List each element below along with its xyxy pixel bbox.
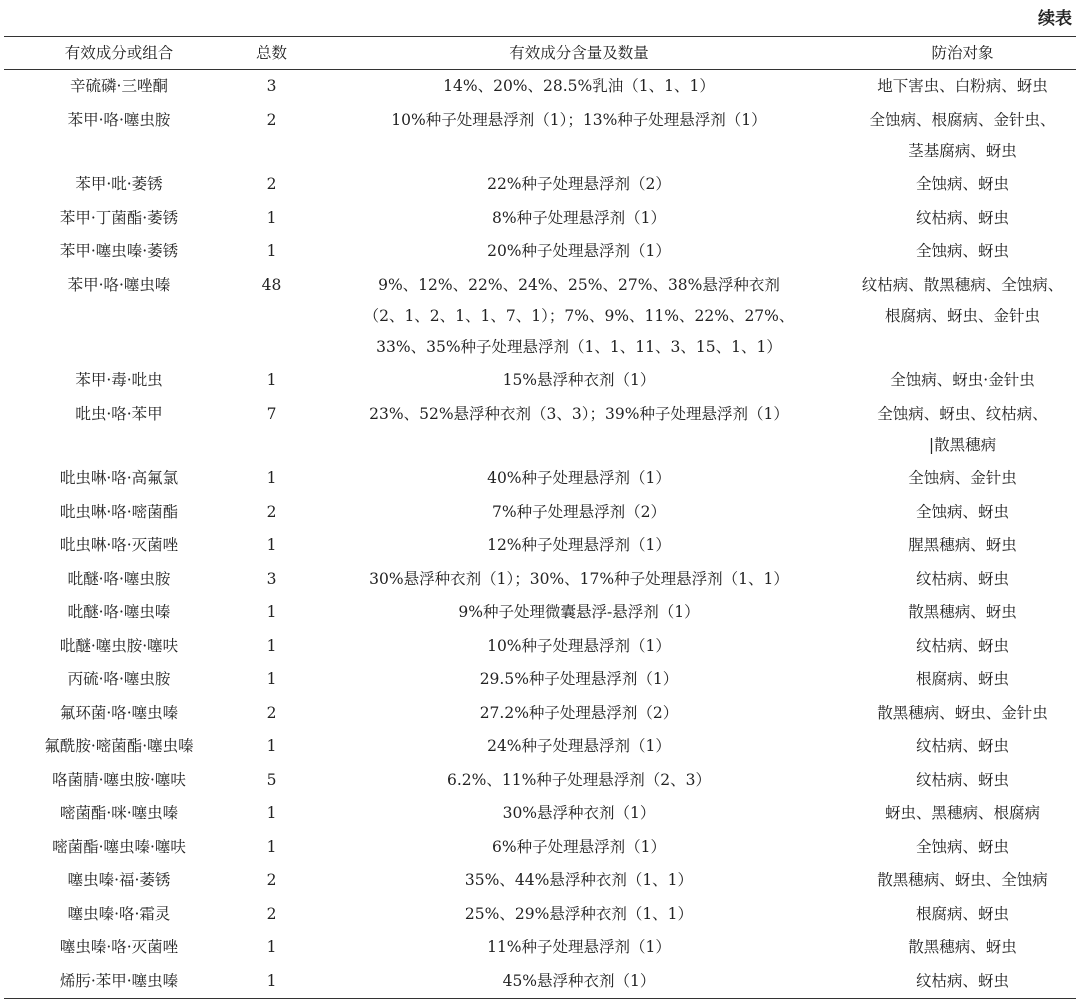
target-line: 纹枯病、蚜虫 xyxy=(915,971,1009,990)
column-header-combination: 有效成分或组合 xyxy=(64,43,174,62)
content-line: 22%种子处理悬浮剂（2） xyxy=(487,175,671,193)
cell-content-quantity xyxy=(309,831,849,865)
table-row xyxy=(4,630,1076,664)
target-line: 根腐病、蚜虫、金针虫 xyxy=(884,306,1040,325)
target-line: 纹枯病、蚜虫 xyxy=(915,636,1009,655)
cell-combination: 氟环菌·咯·噻虫嗪 xyxy=(59,703,179,722)
cell-target xyxy=(849,663,1076,697)
content-line: 27.2%种子处理悬浮剂（2） xyxy=(479,703,679,722)
cell-target xyxy=(849,864,1076,898)
content-line: 10%种子处理悬浮剂（1）；13%种子处理悬浮剂（1） xyxy=(391,110,767,129)
table-row xyxy=(4,931,1076,965)
target-line: 纹枯病、蚜虫 xyxy=(915,770,1009,789)
cell-content-quantity xyxy=(309,529,849,563)
table-row xyxy=(4,663,1076,697)
cell-content-quantity xyxy=(309,630,849,664)
pesticide-table-wrapper xyxy=(4,36,1076,999)
cell-content-quantity xyxy=(309,269,849,365)
cell-target xyxy=(849,269,1076,365)
content-line: 6.2%、11%种子处理悬浮剂（2、3） xyxy=(446,770,712,789)
content-line: 10%种子处理悬浮剂（1） xyxy=(487,636,671,655)
cell-total: 2 xyxy=(266,502,277,521)
content-line: 30%悬浮种衣剂（1） xyxy=(502,804,656,822)
cell-target xyxy=(849,596,1076,630)
cell-content-quantity xyxy=(309,364,849,398)
target-line: 茎基腐病、蚜虫 xyxy=(908,141,1017,160)
cell-total: 3 xyxy=(266,569,277,588)
cell-total: 1 xyxy=(266,804,277,822)
table-row xyxy=(4,104,1076,169)
cell-content-quantity xyxy=(309,596,849,630)
cell-combination: 吡醚·噻虫胺·噻呋 xyxy=(59,636,179,655)
content-line: 6%种子处理悬浮剂（1） xyxy=(492,837,666,856)
content-line: 7%种子处理悬浮剂（2） xyxy=(492,502,666,521)
target-line: |散黑穗病 xyxy=(928,435,997,454)
cell-combination: 吡醚·咯·噻虫嗪 xyxy=(67,603,171,621)
target-line: 全蚀病、蚜虫·金针虫 xyxy=(890,371,1035,389)
cell-content-quantity xyxy=(309,398,849,463)
table-row xyxy=(4,496,1076,530)
cell-target xyxy=(849,364,1076,398)
cell-total: 1 xyxy=(266,242,277,260)
cell-combination: 嘧菌酯·咪·噻虫嗪 xyxy=(59,804,179,822)
cell-total: 1 xyxy=(266,971,277,990)
target-line: 散黑穗病、蚜虫 xyxy=(908,603,1017,621)
cell-content-quantity xyxy=(309,764,849,798)
cell-content-quantity xyxy=(309,496,849,530)
cell-total: 1 xyxy=(266,371,277,389)
cell-combination: 苯甲·咯·噻虫胺 xyxy=(67,110,171,129)
cell-target xyxy=(849,797,1076,831)
cell-combination: 辛硫磷·三唑酮 xyxy=(70,77,168,95)
cell-total: 2 xyxy=(266,904,277,923)
cell-combination: 丙硫·咯·噻虫胺 xyxy=(67,670,171,688)
target-line: 地下害虫、白粉病、蚜虫 xyxy=(877,77,1048,95)
table-row xyxy=(4,831,1076,865)
cell-content-quantity xyxy=(309,864,849,898)
content-line: 33%、35%种子处理悬浮剂（1、1、11、3、15、1、1） xyxy=(376,337,782,356)
cell-content-quantity xyxy=(309,965,849,999)
content-line: 30%悬浮种衣剂（1）；30%、17%种子处理悬浮剂（1、1） xyxy=(369,569,789,588)
content-line: 11%种子处理悬浮剂（1） xyxy=(487,938,671,956)
cell-content-quantity xyxy=(309,70,849,104)
cell-target xyxy=(849,697,1076,731)
content-line: 25%、29%悬浮种衣剂（1、1） xyxy=(464,904,694,923)
cell-total: 1 xyxy=(266,469,277,487)
table-row xyxy=(4,168,1076,202)
cell-total: 48 xyxy=(261,275,282,294)
table-row xyxy=(4,462,1076,496)
table-row xyxy=(4,235,1076,269)
cell-target xyxy=(849,730,1076,764)
cell-total: 1 xyxy=(266,837,277,856)
cell-total: 1 xyxy=(266,938,277,956)
table-row xyxy=(4,730,1076,764)
header-row xyxy=(4,37,1076,70)
cell-content-quantity xyxy=(309,104,849,169)
content-line: 8%种子处理悬浮剂（1） xyxy=(492,208,666,227)
target-line: 纹枯病、蚜虫 xyxy=(915,569,1009,588)
cell-combination: 氟酰胺·嘧菌酯·噻虫嗪 xyxy=(44,737,194,755)
content-line: 24%种子处理悬浮剂（1） xyxy=(487,737,671,755)
cell-combination: 吡虫啉·咯·嘧菌酯 xyxy=(59,502,179,521)
cell-combination: 苯甲·毒·吡虫 xyxy=(75,371,163,389)
cell-content-quantity xyxy=(309,898,849,932)
table-row xyxy=(4,898,1076,932)
target-line: 全蚀病、蚜虫 xyxy=(915,242,1009,260)
cell-total: 1 xyxy=(266,603,277,621)
cell-target xyxy=(849,831,1076,865)
cell-target xyxy=(849,462,1076,496)
cell-total: 3 xyxy=(266,77,277,95)
table-row xyxy=(4,269,1076,365)
content-line: 12%种子处理悬浮剂（1） xyxy=(487,536,671,554)
target-line: 全蚀病、蚜虫 xyxy=(915,175,1009,193)
target-line: 散黑穗病、蚜虫、全蚀病 xyxy=(877,871,1048,889)
cell-content-quantity xyxy=(309,797,849,831)
table-row xyxy=(4,398,1076,463)
cell-combination: 噻虫嗪·福·萎锈 xyxy=(67,871,171,889)
target-line: 全蚀病、蚜虫 xyxy=(915,837,1009,856)
table-row xyxy=(4,764,1076,798)
column-header-target: 防治对象 xyxy=(931,43,994,62)
cell-total: 1 xyxy=(266,208,277,227)
cell-target xyxy=(849,563,1076,597)
column-header-total: 总数 xyxy=(255,43,287,62)
cell-target xyxy=(849,965,1076,999)
table-row xyxy=(4,563,1076,597)
cell-target xyxy=(849,398,1076,463)
table-header xyxy=(4,37,1076,70)
table-row xyxy=(4,596,1076,630)
target-line: 全蚀病、蚜虫 xyxy=(915,502,1009,521)
content-line: 9%、12%、22%、24%、25%、27%、38%悬浮种衣剂 xyxy=(378,275,780,294)
cell-total: 5 xyxy=(266,770,277,789)
column-header-content-quantity: 有效成分含量及数量 xyxy=(509,43,649,62)
cell-content-quantity xyxy=(309,235,849,269)
cell-target xyxy=(849,630,1076,664)
table-row xyxy=(4,965,1076,999)
table-row xyxy=(4,364,1076,398)
cell-total: 2 xyxy=(266,110,277,129)
cell-content-quantity xyxy=(309,462,849,496)
cell-target xyxy=(849,104,1076,169)
cell-combination: 咯菌腈·噻虫胺·噻呋 xyxy=(52,770,186,789)
cell-total: 1 xyxy=(266,636,277,655)
table-row xyxy=(4,697,1076,731)
cell-target xyxy=(849,235,1076,269)
cell-content-quantity xyxy=(309,931,849,965)
content-line: 40%种子处理悬浮剂（1） xyxy=(487,469,671,487)
continued-label: 续表 xyxy=(1038,9,1072,29)
target-line: 纹枯病、蚜虫 xyxy=(915,737,1009,755)
content-line: 29.5%种子处理悬浮剂（1） xyxy=(479,670,679,688)
cell-target xyxy=(849,529,1076,563)
cell-content-quantity xyxy=(309,663,849,697)
cell-total: 2 xyxy=(266,175,277,193)
table-row xyxy=(4,797,1076,831)
content-line: 35%、44%悬浮种衣剂（1、1） xyxy=(464,871,694,889)
cell-combination: 苯甲·咯·噻虫嗪 xyxy=(67,275,171,294)
cell-combination: 烯肟·苯甲·噻虫嗪 xyxy=(59,971,179,990)
cell-total: 2 xyxy=(266,703,277,722)
content-line: 9%种子处理微囊悬浮-悬浮剂（1） xyxy=(458,603,700,621)
target-line: 散黑穗病、蚜虫、金针虫 xyxy=(877,703,1048,722)
target-line: 根腐病、蚜虫 xyxy=(915,670,1009,688)
cell-target xyxy=(849,898,1076,932)
cell-combination: 吡虫啉·咯·灭菌唑 xyxy=(59,536,179,554)
table-row xyxy=(4,70,1076,104)
cell-combination: 苯甲·丁菌酯·萎锈 xyxy=(59,208,179,227)
target-line: 根腐病、蚜虫 xyxy=(915,904,1009,923)
cell-total: 1 xyxy=(266,737,277,755)
cell-combination: 吡虫啉·咯·高氟氯 xyxy=(59,469,179,487)
cell-content-quantity xyxy=(309,563,849,597)
cell-combination: 噻虫嗪·咯·霜灵 xyxy=(67,904,171,923)
cell-combination: 吡虫·咯·苯甲 xyxy=(75,404,163,423)
table-row xyxy=(4,529,1076,563)
target-line: 蚜虫、黑穗病、根腐病 xyxy=(884,804,1040,822)
cell-target xyxy=(849,70,1076,104)
cell-target xyxy=(849,764,1076,798)
content-line: 45%悬浮种衣剂（1） xyxy=(502,971,656,990)
target-line: 纹枯病、散黑穗病、全蚀病、 xyxy=(861,275,1064,294)
content-line: 14%、20%、28.5%乳油（1、1、1） xyxy=(443,77,715,95)
cell-total: 7 xyxy=(266,404,277,423)
cell-content-quantity xyxy=(309,697,849,731)
content-line: 15%悬浮种衣剂（1） xyxy=(502,371,656,389)
target-line: 全蚀病、金针虫 xyxy=(908,469,1017,487)
cell-combination: 吡醚·咯·噻虫胺 xyxy=(67,569,171,588)
target-line: 全蚀病、蚜虫、纹枯病、 xyxy=(877,404,1048,423)
table-row xyxy=(4,202,1076,236)
cell-target xyxy=(849,931,1076,965)
cell-combination: 苯甲·吡·萎锈 xyxy=(75,175,163,193)
cell-target xyxy=(849,168,1076,202)
target-line: 散黑穗病、蚜虫 xyxy=(908,938,1017,956)
content-line: 20%种子处理悬浮剂（1） xyxy=(487,242,671,260)
cell-combination: 嘧菌酯·噻虫嗪·噻呋 xyxy=(52,837,186,856)
cell-combination: 噻虫嗪·咯·灭菌唑 xyxy=(59,938,179,956)
cell-target xyxy=(849,496,1076,530)
target-line: 纹枯病、蚜虫 xyxy=(915,208,1009,227)
pesticide-table xyxy=(4,36,1076,999)
cell-content-quantity xyxy=(309,168,849,202)
cell-combination: 苯甲·噻虫嗪·萎锈 xyxy=(59,242,179,260)
content-line: 23%、52%悬浮种衣剂（3、3）；39%种子处理悬浮剂（1） xyxy=(369,404,789,423)
target-line: 腥黑穗病、蚜虫 xyxy=(908,536,1017,554)
cell-target xyxy=(849,202,1076,236)
target-line: 全蚀病、根腐病、金针虫、 xyxy=(869,110,1056,129)
cell-content-quantity xyxy=(309,202,849,236)
cell-content-quantity xyxy=(309,730,849,764)
cell-total: 1 xyxy=(266,536,277,554)
cell-total: 1 xyxy=(266,670,277,688)
content-line: （2、1、2、1、1、7、1）；7%、9%、11%、22%、27%、 xyxy=(363,306,795,325)
table-body xyxy=(4,70,1076,999)
table-row xyxy=(4,864,1076,898)
cell-total: 2 xyxy=(266,871,277,889)
